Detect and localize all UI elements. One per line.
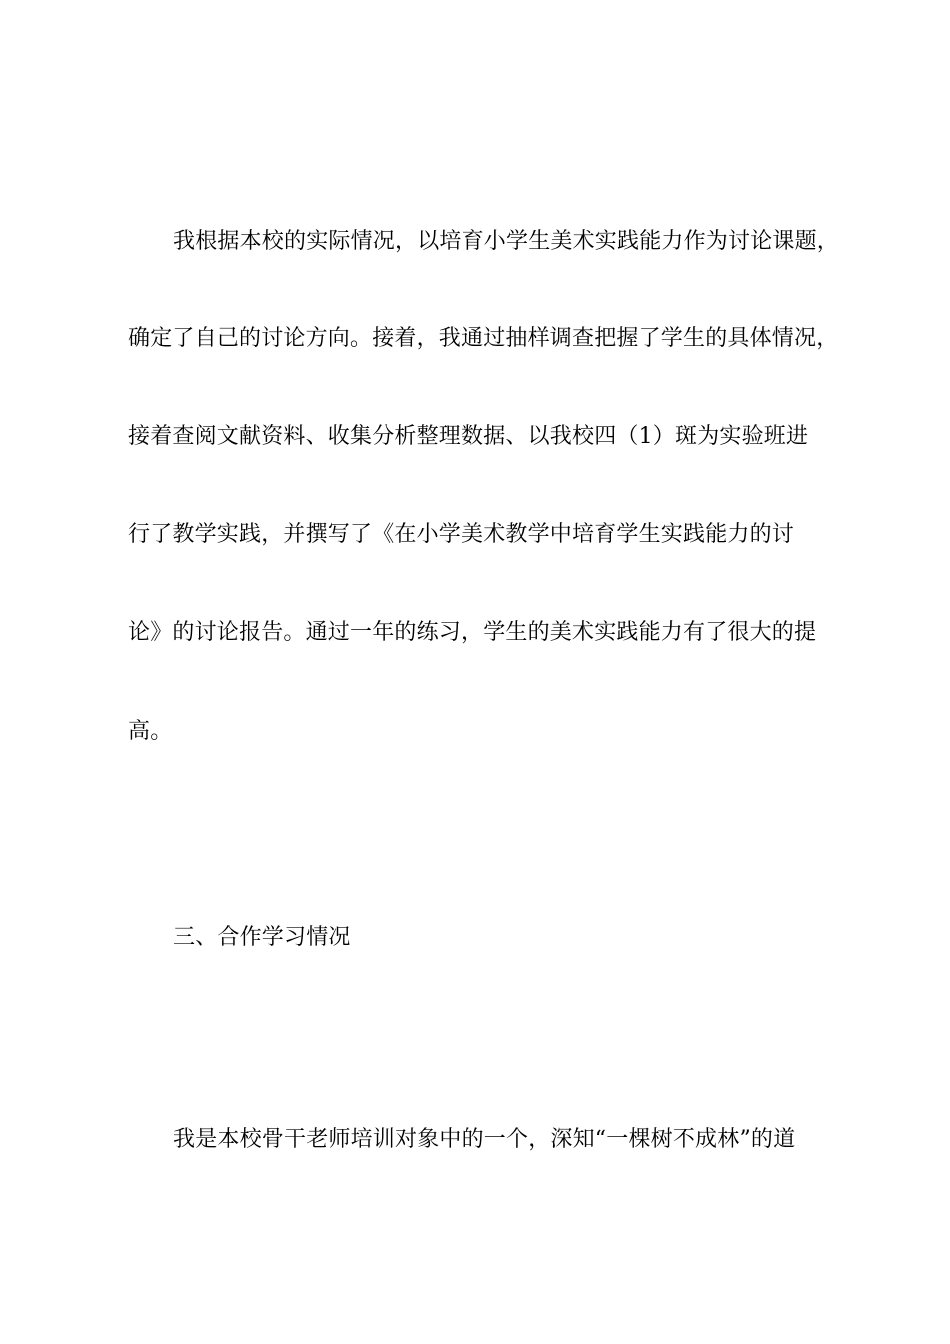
paragraph-line: 论》的讨论报告。通过一年的练习，学生的美术实践能力有了很大的提 bbox=[128, 620, 817, 645]
paragraph-line: 确定了自己的讨论方向。接着，我通过抽样调查把握了学生的具体情况， bbox=[128, 326, 839, 351]
paragraph-line: 我根据本校的实际情况，以培育小学生美术实践能力作为讨论课题， bbox=[173, 229, 840, 254]
paragraph-line: 行了教学实践，并撰写了《在小学美术教学中培育学生实践能力的讨 bbox=[128, 522, 795, 547]
section-heading: 三、合作学习情况 bbox=[173, 925, 351, 950]
paragraph-line: 接着查阅文献资料、收集分析整理数据、以我校四（1）斑为实验班进 bbox=[128, 424, 809, 449]
paragraph-line: 我是本校骨干老师培训对象中的一个，深知“一棵树不成林”的道 bbox=[173, 1127, 796, 1152]
paragraph-line: 高。 bbox=[128, 719, 173, 744]
